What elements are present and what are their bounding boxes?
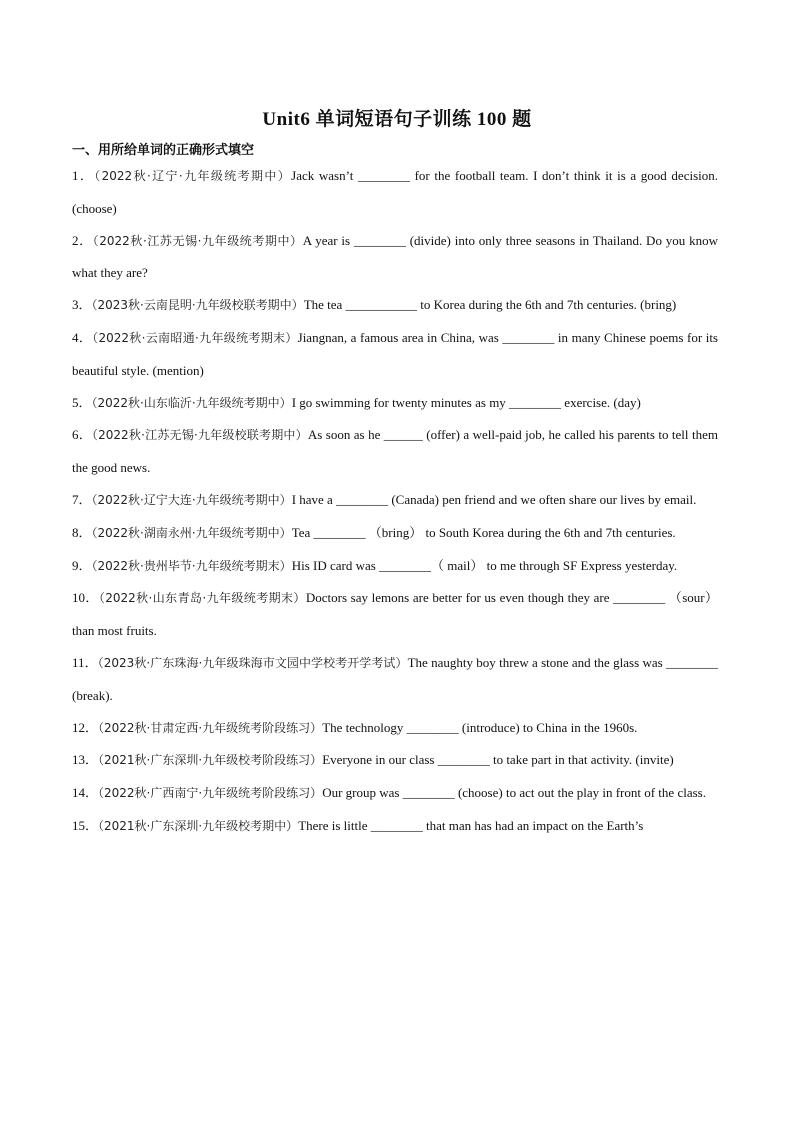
question-source: （2023秋·云南昆明·九年级校联考期中） [91, 298, 304, 313]
question-number: 11． [72, 654, 98, 670]
question-item [72, 225, 718, 290]
question-item [72, 160, 718, 225]
question-number: 12． [72, 719, 99, 735]
question-item [72, 387, 718, 420]
question-source: （2022秋·广西南宁·九年级统考阶段练习） [98, 786, 323, 801]
question-source: （2022秋·辽宁大连·九年级统考期中） [91, 492, 292, 507]
question-item [72, 647, 718, 712]
section-heading: 一、用所给单词的正确形式填空 [72, 142, 255, 157]
question-source: （2022秋·山东临沂·九年级统考期中） [91, 395, 292, 410]
question-source: （2022秋·甘肃定西·九年级统考阶段练习） [98, 720, 323, 735]
question-text: There is little ________ that man has had an impact on the Earth’s [298, 817, 644, 833]
question-number: 4． [72, 329, 93, 345]
question-item [72, 322, 718, 387]
question-text: Jiangnan, a famous area in China, was ________ in many Chinese poems for its beautiful style. (mention) [72, 329, 718, 378]
question-number: 14． [72, 785, 99, 801]
question-number: 2． [72, 232, 93, 248]
question-text: The technology ________ (introduce) to China in the 1960s. [322, 719, 638, 735]
question-number: 7． [72, 491, 92, 507]
question-source: （2022秋·湖南永州·九年级统考期中） [91, 525, 292, 540]
question-text: Doctors say lemons are better for us even though they are ________ （sour）than most fruits. [72, 590, 718, 639]
question-source: （2022秋·贵州毕节·九年级统考期末） [91, 558, 292, 573]
question-number: 6． [72, 427, 92, 443]
question-source: （2022秋·云南昭通·九年级统考期末） [92, 330, 298, 345]
question-item [72, 810, 718, 843]
question-source: （2022秋·江苏无锡·九年级校联考期中） [91, 428, 308, 443]
question-item [72, 744, 718, 777]
question-number: 3． [72, 297, 92, 313]
question-item [72, 419, 718, 484]
question-text: A year is ________ (divide) into only three seasons in Thailand. Do you know what they are? [72, 232, 718, 281]
question-number: 10． [72, 590, 99, 606]
question-text: Everyone in our class ________ to take part in that activity. (invite) [322, 752, 674, 768]
question-text: I go swimming for twenty minutes as my ________ exercise. (day) [291, 394, 641, 410]
page-title: Unit6 单词短语句子训练 100 题 [262, 109, 532, 130]
question-number: 5． [72, 394, 92, 410]
question-item [72, 712, 718, 745]
question-number: 1． [72, 168, 95, 183]
question-list [72, 160, 718, 843]
question-source: （2021秋·广东深圳·九年级校考期中） [98, 818, 299, 833]
question-number: 13． [72, 752, 99, 768]
question-text: His ID card was ________（ mail） to me through SF Express yesterday. [291, 557, 678, 573]
question-text: Tea ________ （bring） to South Korea during the 6th and 7th centuries. [291, 524, 676, 540]
question-number: 9． [72, 557, 92, 573]
question-text: Our group was ________ (choose) to act out the play in front of the class. [322, 785, 706, 801]
question-item [72, 582, 718, 647]
question-text: The tea ___________ to Korea during the 6th and 7th centuries. (bring) [303, 297, 677, 313]
question-number: 15． [72, 817, 99, 833]
question-item [72, 777, 718, 810]
question-source: （2022秋·江苏无锡·九年级统考期中） [92, 233, 303, 248]
question-source: （2022秋·辽宁·九年级统考期中） [94, 169, 292, 183]
question-item [72, 289, 718, 322]
question-item [72, 517, 718, 550]
question-item [72, 550, 718, 583]
question-text: Jack wasn’t ________ for the football team. I don’t think it is a good decision. (choose) [72, 168, 718, 216]
question-text: As soon as he ______ (offer) a well-paid job, he called his parents to tell them the good news. [72, 427, 718, 476]
question-text: The naughty boy threw a stone and the glass was ________ (break). [72, 654, 718, 703]
question-source: （2023秋·广东珠海·九年级珠海市文园中学校考开学考试） [97, 655, 408, 670]
question-source: （2021秋·广东深圳·九年级校考阶段练习） [98, 753, 323, 768]
question-text: I have a ________ (Canada) pen friend and we often share our lives by email. [291, 491, 697, 507]
question-number: 8． [72, 524, 92, 540]
question-item [72, 484, 718, 517]
question-source: （2022秋·山东青岛·九年级统考期末） [98, 591, 306, 606]
